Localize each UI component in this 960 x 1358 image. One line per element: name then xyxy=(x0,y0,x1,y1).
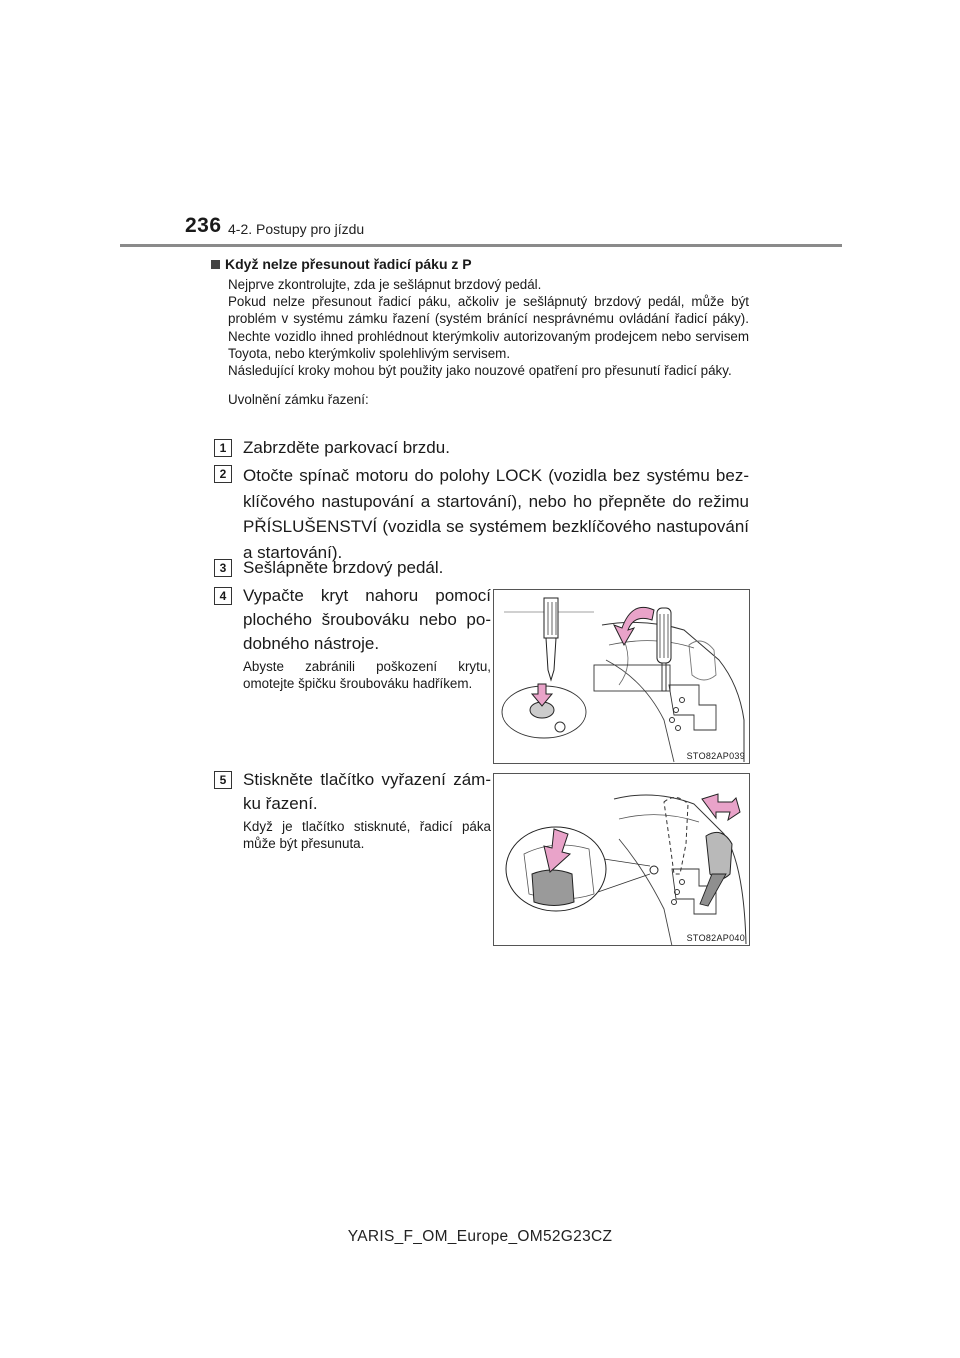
document-id: YARIS_F_OM_Europe_OM52G23CZ xyxy=(347,1228,613,1245)
intro-line-1: Nejprve zkontrolujte, zda je sešlápnut brzdový pedál. xyxy=(228,277,542,292)
step-note-5: Když je tlačítko stisknuté, řadicí páka může být přesunuta. xyxy=(243,819,491,851)
curved-arrow-icon xyxy=(614,607,654,645)
figure-open-cover xyxy=(493,589,750,764)
intro-paragraph: Pokud nelze přesunout řadicí páku, ačkoliv je sešlápnutý brzdový pedál, může být problém v systému zámku řazení (systém bránící nesprávnému ovládání řadicí páky). Nechte vozidlo ihned prohlédnout kterýmkoliv autorizovaným prodejcem nebo servisem Toyota, nebo kterýmkoliv spolehlivým servisem. xyxy=(228,294,749,361)
bullet-square-icon xyxy=(211,260,220,269)
step-number-2: 2 xyxy=(214,465,232,483)
step-note-4: Abyste zabránili poškození krytu, omotejte špičku šroubováku hadříkem. xyxy=(243,659,491,691)
figure-code-1: STO82AP039 xyxy=(686,751,745,761)
figure-release-button-drawing xyxy=(494,774,750,946)
step-number-3: 3 xyxy=(214,559,232,577)
step-text-2: Otočte spínač motoru do polohy LOCK (vozidla bez systému bezklíčového nastupování a startování), nebo ho přepněte do režimu PŘÍSLUŠENSTVÍ (vozidla se systémem bezklíčového nastupování a startování). xyxy=(243,466,749,562)
shift-lock-label: Uvolnění zámku řazení: xyxy=(228,392,369,408)
page-number: 236 xyxy=(185,214,222,237)
figure-code-2: STO82AP040 xyxy=(686,933,745,943)
intro-text xyxy=(228,276,749,408)
figure-open-cover-drawing xyxy=(494,590,750,764)
header-divider xyxy=(120,244,842,247)
intro-line-3: Následující kroky mohou být použity jako nouzové opatření pro přesunutí řadicí páky. xyxy=(228,363,732,379)
step-text-1: Zabrzděte parkovací brzdu. xyxy=(243,438,450,457)
step-number-1: 1 xyxy=(214,439,232,457)
step-text-3: Sešlápněte brzdový pedál. xyxy=(243,558,444,577)
section-title: 4-2. Postupy pro jízdu xyxy=(228,221,365,237)
step-text-4: Vypačte kryt nahoru pomocí plochého šroubováku nebo podobného nástroje. xyxy=(243,586,491,653)
step-number-5: 5 xyxy=(214,771,232,789)
step-text-5: Stiskněte tlačítko vyřazení zámku řazení. xyxy=(243,770,491,813)
section-heading xyxy=(211,256,472,272)
zigzag-arrow-icon xyxy=(702,794,740,820)
heading-text: Když nelze přesunout řadicí páku z P xyxy=(225,256,472,272)
figure-release-button xyxy=(493,773,750,946)
down-arrow-icon xyxy=(532,684,552,706)
step-number-4: 4 xyxy=(214,587,232,605)
